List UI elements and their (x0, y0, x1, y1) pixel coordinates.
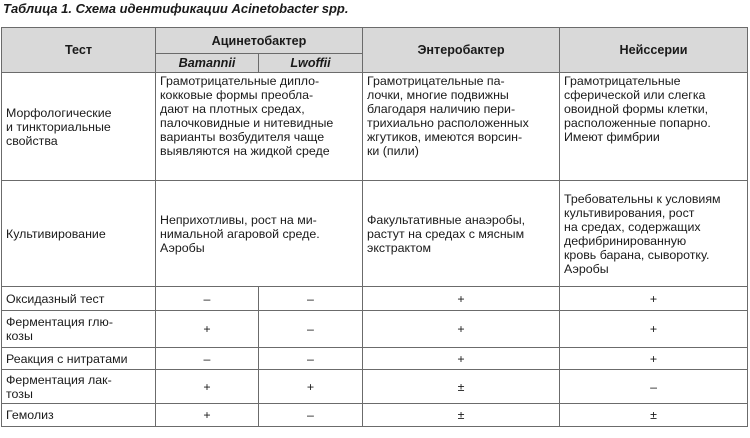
cell-enterobacter: Грамотрицательные па- лочки, многие подвижны благодаря наличию пери- трихиально расположенных жгутиков, имеются ворсин- ки (пили) (363, 73, 560, 181)
row-test-name: Ферментация глю- козы (2, 311, 156, 348)
cell-baumannii: + (156, 370, 259, 404)
cell-acinetobacter: Грамотрицательные дипло- кокковые формы преобла- дают на плотных средах, палочковидные и нитевидные варианты возбудителя чаще выявляются на жидкой среде (156, 73, 363, 181)
table-row (2, 181, 748, 287)
cell-neisseria: + (560, 348, 748, 370)
cell-enterobacter: ± (363, 370, 560, 404)
header-neisseria: Нейссерии (560, 28, 748, 73)
table-row (2, 370, 748, 404)
row-test-name: Оксидазный тест (2, 287, 156, 311)
row-test-name: Реакция с нитратами (2, 348, 156, 370)
cell-neisseria: Требовательны к условиям культивирования, рост на средах, содержащих дефибринированную кровь барана, сыворотку. Аэробы (560, 181, 748, 287)
cell-baumannii: + (156, 404, 259, 427)
cell-neisseria: ± (560, 404, 748, 427)
table-row (2, 404, 748, 427)
row-test-name: Гемолиз (2, 404, 156, 427)
cell-acinetobacter: Неприхотливы, рост на ми- нимальной агаровой среде. Аэробы (156, 181, 363, 287)
cell-baumannii: + (156, 311, 259, 348)
cell-neisseria: + (560, 287, 748, 311)
header-lwoffii: Lwoffii (259, 54, 363, 73)
cell-enterobacter: ± (363, 404, 560, 427)
cell-neisseria: Грамотрицательные сферической или слегка овоидной формы клетки, расположенные попарно. Имеют фимбрии (560, 73, 748, 181)
cell-enterobacter: Факультативные анаэробы, растут на средах с мясным экстрактом (363, 181, 560, 287)
cell-lwoffii: – (259, 404, 363, 427)
cell-neisseria: – (560, 370, 748, 404)
cell-lwoffii: + (259, 370, 363, 404)
header-enterobacter: Энтеробактер (363, 28, 560, 73)
header-acinetobacter: Ацинетобактер (156, 28, 363, 54)
cell-enterobacter: + (363, 287, 560, 311)
table-row (2, 348, 748, 370)
table-row (2, 311, 748, 348)
header-baumannii: Bamannii (156, 54, 259, 73)
table-row (2, 73, 748, 181)
cell-lwoffii: – (259, 348, 363, 370)
cell-lwoffii: – (259, 311, 363, 348)
table-caption: Таблица 1. Схема идентификации Acinetobacter spp. (3, 1, 349, 16)
cell-lwoffii: – (259, 287, 363, 311)
cell-baumannii: – (156, 348, 259, 370)
table-row (2, 287, 748, 311)
header-test: Тест (2, 28, 156, 73)
identification-table (1, 27, 748, 427)
row-test-name: Культивирование (2, 181, 156, 287)
row-test-name: Ферментация лак- тозы (2, 370, 156, 404)
cell-enterobacter: + (363, 348, 560, 370)
cell-neisseria: + (560, 311, 748, 348)
row-test-name: Морфологические и тинкториальные свойства (2, 73, 156, 181)
cell-baumannii: – (156, 287, 259, 311)
cell-enterobacter: + (363, 311, 560, 348)
